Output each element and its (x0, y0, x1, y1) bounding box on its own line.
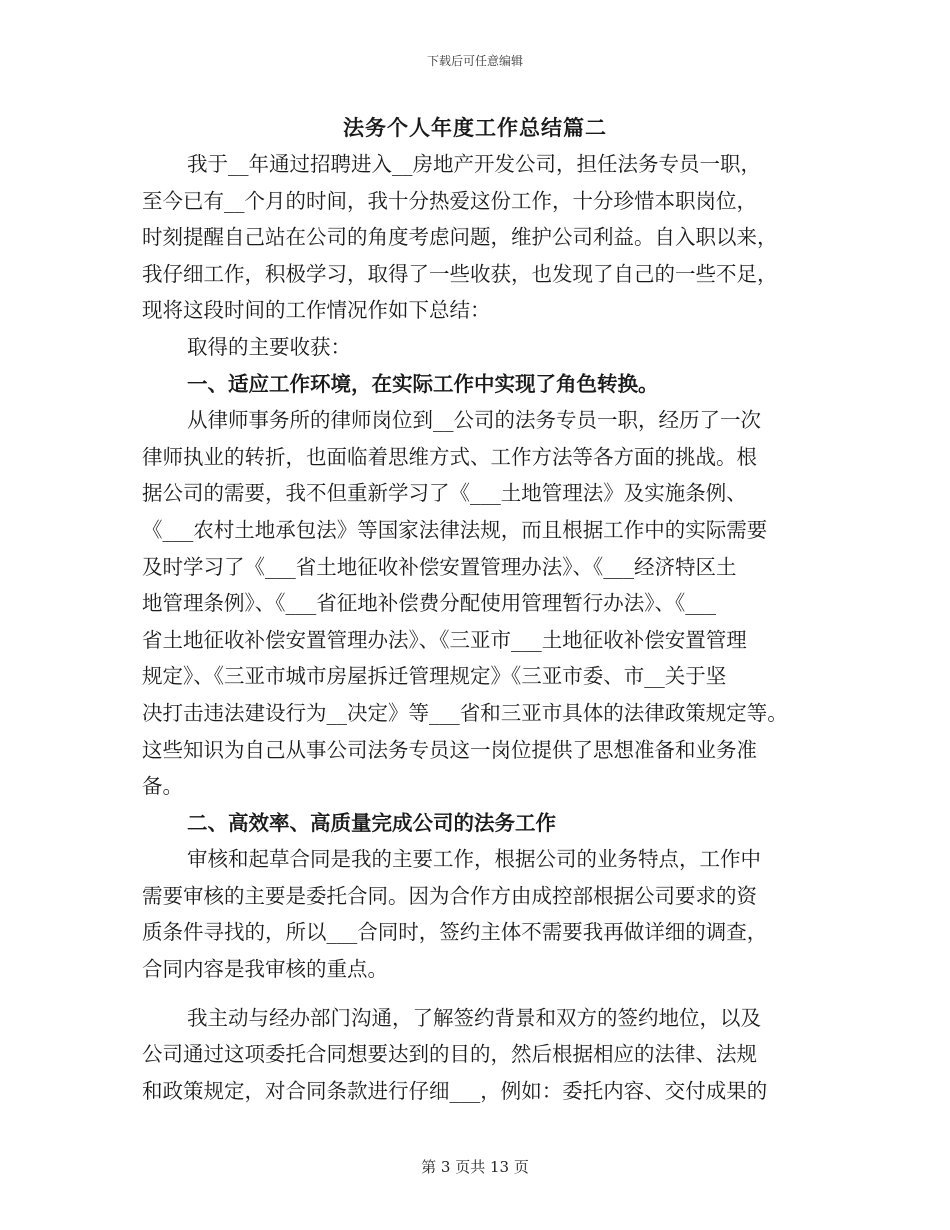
paragraph-gap (142, 988, 814, 1000)
paragraph-line: 从律师事务所的律师岗位到__公司的法务专员一职，经历了一次 (187, 408, 761, 433)
page-footer: 第 3 页共 13 页 (421, 1158, 529, 1176)
paragraph-line: 我于__年通过招聘进入__房地产开发公司，担任法务专员一职， (187, 152, 761, 176)
paragraph-line: 和政策规定，对合同条款进行仔细___，例如：委托内容、交付成果的 (142, 1078, 768, 1103)
paragraph-line: 《___农村土地承包法》等国家法律法规，而且根据工作中的实际需要 (142, 517, 768, 542)
paragraph-line: 及时学习了《___省土地征收补偿安置管理办法》、《___经济特区土 (142, 554, 737, 579)
section-heading: 一、适应工作环境，在实际工作中实现了角色转换。 (187, 371, 659, 396)
paragraph-line: 合同内容是我审核的重点。 (142, 957, 388, 982)
paragraph-line: 省土地征收补偿安置管理办法》、《三亚市___土地征收补偿安置管理 (142, 627, 747, 652)
paragraph-line: 地管理条例》、《___省征地补偿费分配使用管理暂行办法》、《___ (142, 591, 716, 616)
paragraph-line: 质条件寻找的，所以___合同时，签约主体不需要我再做详细的调查， (142, 920, 768, 945)
document-title: 法务个人年度工作总结篇二 (343, 115, 607, 140)
paragraph-line: 我仔细工作，积极学习，取得了一些收获，也发现了自己的一些不足， (142, 261, 778, 286)
paragraph-line: 至今已有__个月的时间，我十分热爱这份工作，十分珍惜本职岗位， (142, 188, 757, 213)
paragraph-line: 时刻提醒自己站在公司的角度考虑问题，维护公司利益。自入职以来， (142, 225, 778, 250)
paragraph-line: 备。 (142, 774, 183, 799)
paragraph-line: 审核和起草合同是我的主要工作，根据公司的业务特点，工作中 (187, 847, 761, 872)
paragraph-line: 规定》、《三亚市城市房屋拆迁管理规定》《三亚市委、市__关于坚 (142, 664, 727, 689)
paragraph-line: 需要审核的主要是委托合同。因为合作方由成控部根据公司要求的资 (142, 883, 757, 908)
paragraph-line: 取得的主要收获： (187, 334, 351, 359)
paragraph-line: 现将这段时间的工作情况作如下总结： (142, 298, 491, 323)
paragraph-line: 我主动与经办部门沟通，了解签约背景和双方的签约地位，以及 (187, 1005, 761, 1030)
document-body (142, 146, 814, 1109)
paragraph-line: 这些知识为自己从事公司法务专员这一岗位提供了思想准备和业务准 (142, 737, 757, 762)
paragraph-line: 律师执业的转折，也面临着思维方式、工作方法等各方面的挑战。根 (142, 444, 757, 469)
section-heading: 二、高效率、高质量完成公司的法务工作 (187, 810, 556, 835)
paragraph-line: 公司通过这项委托合同想要达到的目的，然后根据相应的法律、法规 (142, 1042, 757, 1067)
paragraph-line: 决打击违法建设行为__决定》等___省和三亚市具体的法律政策规定等。 (142, 700, 788, 725)
paragraph-line: 据公司的需要，我不但重新学习了《___土地管理法》及实施条例、 (142, 481, 747, 506)
header-note: 下载后可任意编辑 (426, 54, 523, 68)
